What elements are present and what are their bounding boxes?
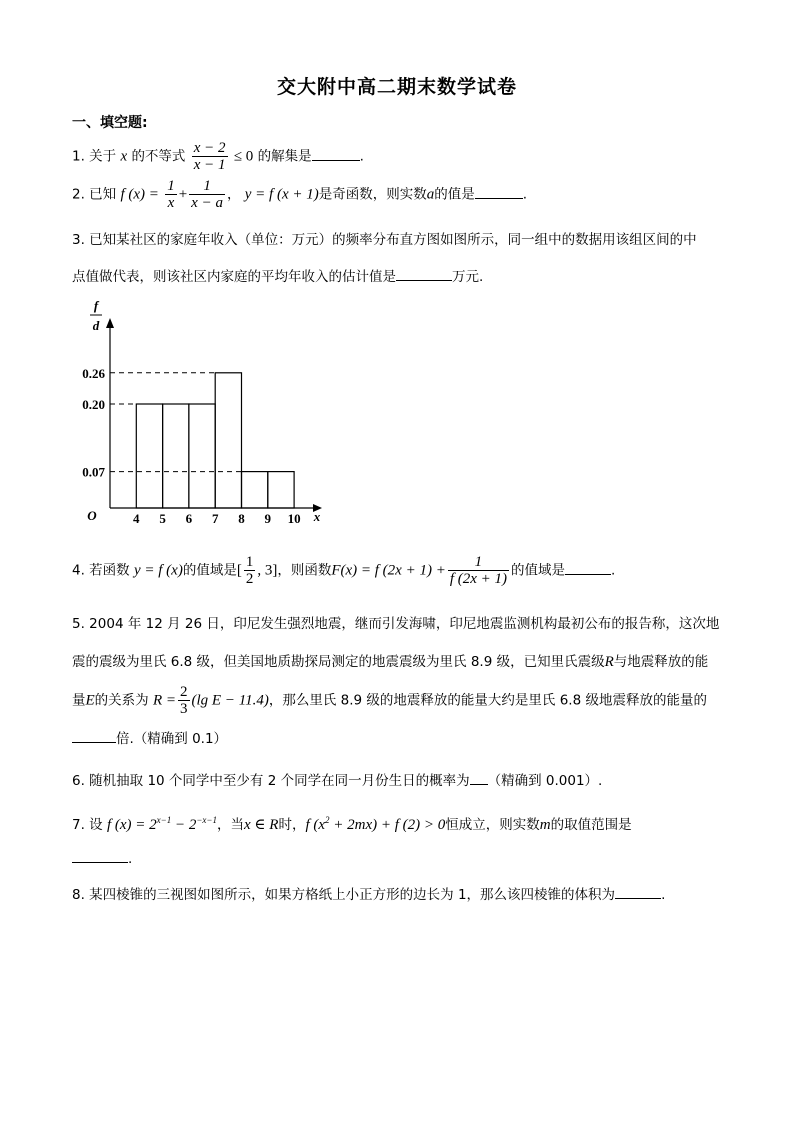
x-tick-label-8: 8 bbox=[238, 511, 245, 526]
page-title: 交大附中高二期末数学试卷 bbox=[276, 76, 517, 98]
histogram-bar-5 bbox=[242, 472, 268, 508]
x-tick-label-7: 7 bbox=[211, 511, 219, 526]
fraction: $\frac{1}{f (2x + 1)}$ bbox=[449, 554, 508, 587]
x-tick-label-4: 4 bbox=[133, 511, 140, 526]
question-8: 8. 某四棱锥的三视图如图所示，如果方格纸上小正方形的边长为 1，那么该四棱锥的体积为 . bbox=[72, 884, 665, 905]
question-1: 1. 关于 x 的不等式 $\frac{x - 2}{x - 1}$ ≤ 0 的解集是 . bbox=[72, 140, 364, 173]
question-5-line3: 量E的关系为 R = $\frac{2}{3}$ (lg E − 11.4)，那么里氏 8.9 级的地震释放的能量大约是里氏 6.8 级地震释放的能量的 bbox=[72, 684, 707, 717]
question-2: 2. 已知 f (x) = $\frac{1}{x}$ + $\frac{1}{x - a}$ ， y = f (x + 1)是奇函数，则实数a的值是 . bbox=[72, 178, 528, 211]
answer-blank bbox=[470, 770, 488, 785]
y-axis-arrow bbox=[106, 318, 114, 328]
histogram-bar-1 bbox=[136, 404, 162, 508]
question-7-line2: . bbox=[72, 848, 132, 869]
histogram-bar-4 bbox=[215, 373, 241, 508]
x-tick-label-5: 5 bbox=[159, 511, 166, 526]
question-4: 4. 若函数 y = f (x)的值域是[ $\frac{1}{2}$ , 3]，则函数F(x) = f (2x + 1) + $\frac{1}{f (2x + 1)}$ 的值域是 . bbox=[72, 554, 616, 587]
fraction: $\frac{1}{2}$ bbox=[245, 554, 254, 587]
x-tick-label-9: 9 bbox=[264, 511, 272, 526]
origin-label: O bbox=[87, 508, 97, 523]
fraction: $\frac{1}{x}$ bbox=[167, 178, 175, 211]
question-6: 6. 随机抽取 10 个同学中至少有 2 个同学在同一月份生日的概率为 （精确到 0.001）. bbox=[72, 770, 602, 791]
histogram-bar-2 bbox=[163, 404, 189, 508]
fraction: $\frac{2}{3}$ bbox=[180, 684, 188, 717]
var-x: x bbox=[120, 148, 128, 165]
question-3-line2: 点值做代表，则该社区内家庭的平均年收入的估计值是 万元. bbox=[72, 266, 483, 287]
answer-blank bbox=[475, 184, 523, 199]
x-tick-label-6: 6 bbox=[185, 511, 193, 526]
question-7: 7. 设 f $(x) = 2^{x-1} - 2^{-x-1}$，当x ∈ R时，f $(x^2 + 2mx) + f$ (2) > 0恒成立，则实数m的取值范围是 bbox=[72, 815, 632, 833]
x-tick-label-10: 10 bbox=[287, 511, 301, 526]
section-heading: 一、填空题: bbox=[72, 115, 148, 131]
answer-blank bbox=[72, 848, 128, 863]
y-label-numerator: f bbox=[93, 298, 99, 313]
fraction: $\frac{1}{x - a}$ bbox=[191, 178, 223, 211]
frequency-histogram bbox=[70, 292, 340, 542]
histogram-bar-3 bbox=[189, 404, 215, 508]
answer-blank bbox=[396, 266, 452, 281]
question-3-line1: 3. 已知某社区的家庭年收入（单位：万元）的频率分布直方图如图所示，同一组中的数据用该组区间的中 bbox=[72, 232, 697, 248]
fraction: $\frac{x - 2}{x - 1}$ bbox=[193, 140, 226, 173]
y-tick-label-0.20: 0.20 bbox=[82, 397, 105, 412]
question-5-line4: 倍.（精确到 0.1） bbox=[72, 728, 227, 749]
y-tick-label-0.07: 0.07 bbox=[82, 464, 105, 480]
answer-blank bbox=[615, 884, 661, 899]
answer-blank bbox=[565, 560, 611, 575]
x-axis-label: x bbox=[313, 509, 321, 524]
y-tick-label-0.26: 0.26 bbox=[82, 365, 105, 381]
answer-blank bbox=[72, 728, 116, 743]
question-5-line2: 震的震级为里氏 6.8 级，但美国地质勘探局测定的地震震级为里氏 8.9 级，已知里氏震级R与地震释放的能 bbox=[72, 654, 709, 670]
answer-blank bbox=[312, 146, 360, 161]
question-5-line1: 5. 2004 年 12 月 26 日，印尼发生强烈地震，继而引发海啸，印尼地震监测机构最初公布的报告称，这次地 bbox=[72, 616, 720, 632]
y-label-denominator: d bbox=[92, 318, 100, 333]
histogram-bar-6 bbox=[268, 472, 294, 508]
